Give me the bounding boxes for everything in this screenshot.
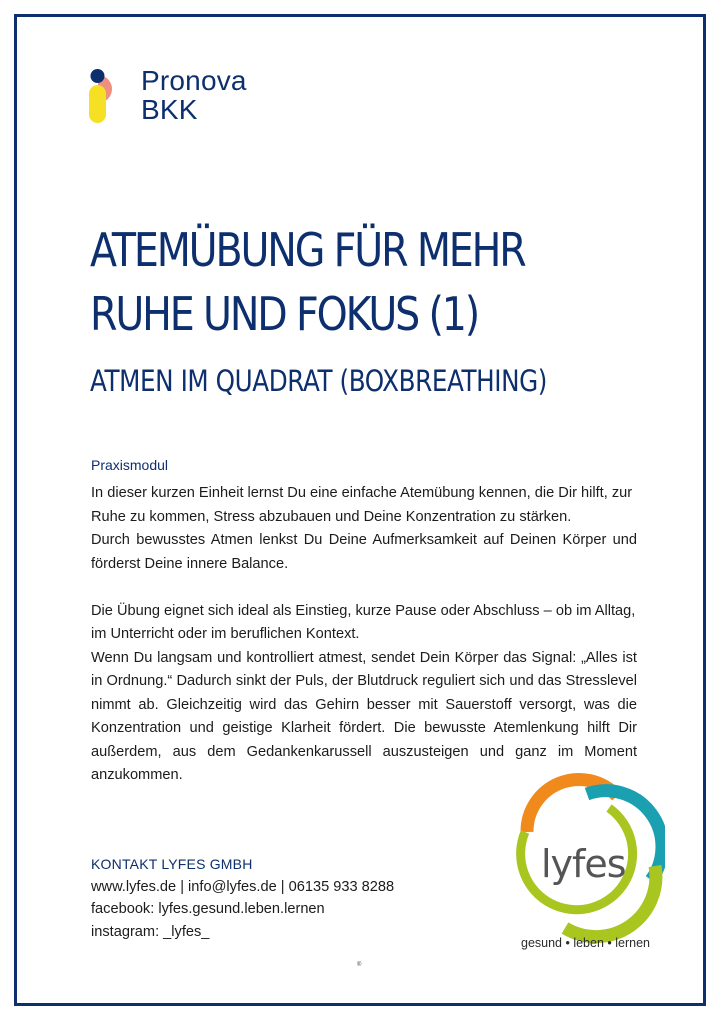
contact-instagram-line[interactable]: instagram: _lyfes_ xyxy=(91,923,210,940)
lyfes-wordmark: lyfes xyxy=(541,842,626,886)
page-subtitle: ATMEN IM QUADRAT (BOXBREATHING) xyxy=(90,364,547,398)
registered-mark: ® xyxy=(357,962,362,968)
logo-yellow-shape xyxy=(89,85,106,123)
brand-name-line2: BKK xyxy=(141,94,198,125)
contact-facebook-line[interactable]: facebook: lyfes.gesund.leben.lernen xyxy=(91,901,325,917)
body-text xyxy=(91,482,637,788)
brand-name xyxy=(141,66,247,124)
body-paragraph-1: In dieser kurzen Einheit lernst Du eine einfache Atemübung kennen, die Dir hilft, zur Ruhe zu kommen, Stress abzubauen und Deine Konzentration zu stärken. xyxy=(91,485,633,525)
logo-navy-dot xyxy=(91,69,105,83)
contact-block xyxy=(91,853,394,943)
title-line1: ATEMÜBUNG FÜR MEHR xyxy=(90,223,525,277)
contact-title: KONTAKT LYFES GMBH xyxy=(91,856,253,872)
body-paragraph-2: Durch bewusstes Atmen lenkst Du Deine Aufmerksamkeit auf Deinen Körper und förderst Deine innere Balance. xyxy=(91,532,637,572)
body-paragraph-3: Die Übung eignet sich ideal als Einstieg, kurze Pause oder Abschluss – ob im Alltag, im Unterricht oder im beruflichen Kontext. xyxy=(91,602,636,642)
title-line2: RUHE UND FOKUS (1) xyxy=(90,287,479,341)
module-label: Praxismodul xyxy=(91,457,169,473)
brand-name-line1: Pronova xyxy=(141,65,247,96)
lyfes-tagline: gesund • leben • lernen xyxy=(521,936,650,950)
page-title xyxy=(90,218,606,346)
contact-web-line[interactable]: www.lyfes.de | info@lyfes.de | 06135 933 8288 xyxy=(91,878,395,895)
body-paragraph-4: Wenn Du langsam und kontrolliert atmest, sendet Dein Körper das Signal: „Alles ist in Ordnung.“ Dadurch sinkt der Puls, der Blutdruck reguliert sich und das Stresslevel nimmt ab. Gleichzeitig wird das Gehirn besser mit Sauerstoff versorgt, was die Konzentration und geistige Klarheit fördert. Die bewusste Atemlenkung hilft Dir außerdem, aus dem Gedankenkarussell auszusteigen und ganz im Moment anzukommen. xyxy=(91,649,637,783)
